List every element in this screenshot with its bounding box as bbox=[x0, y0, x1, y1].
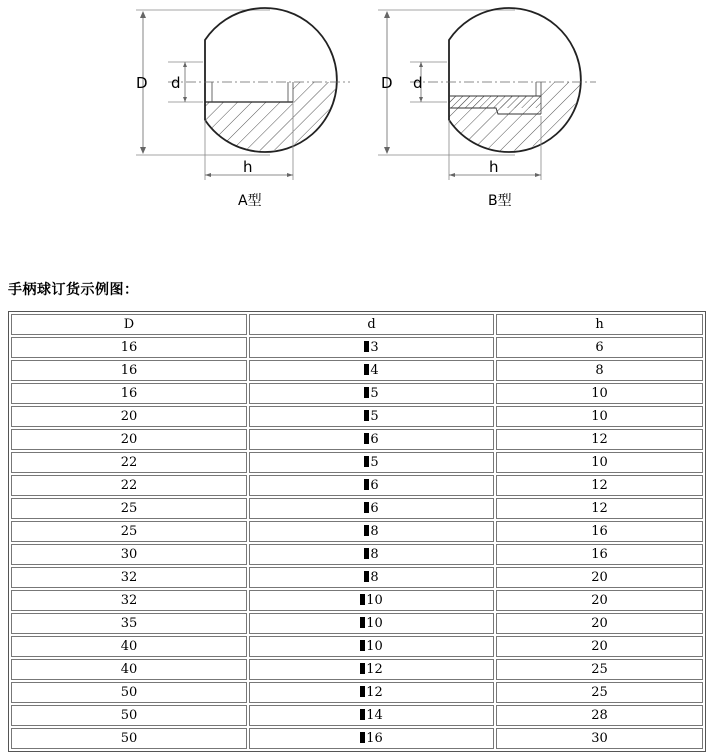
type-b-dim-D: D bbox=[381, 74, 393, 92]
table-header-row bbox=[11, 314, 703, 335]
unknown-glyph-mark bbox=[364, 502, 369, 513]
cell-d bbox=[249, 406, 494, 427]
cell-d bbox=[249, 383, 494, 404]
unknown-glyph-mark bbox=[360, 732, 365, 743]
table-row bbox=[11, 705, 703, 726]
cell-h: 16 bbox=[496, 544, 703, 565]
unknown-glyph-mark bbox=[364, 410, 369, 421]
cell-d-value: 12 bbox=[366, 662, 383, 677]
cell-d-value: 8 bbox=[370, 547, 379, 562]
cell-d-value: 4 bbox=[370, 363, 379, 378]
cell-d bbox=[249, 544, 494, 565]
cell-h: 28 bbox=[496, 705, 703, 726]
table-row bbox=[11, 728, 703, 749]
cell-D: 50 bbox=[11, 705, 247, 726]
cell-D: 50 bbox=[11, 682, 247, 703]
cell-D: 25 bbox=[11, 521, 247, 542]
cell-D: 50 bbox=[11, 728, 247, 749]
table-row bbox=[11, 544, 703, 565]
unknown-glyph-mark bbox=[360, 617, 365, 628]
cell-d-value: 12 bbox=[366, 685, 383, 700]
cell-d-value: 5 bbox=[370, 409, 379, 424]
cell-d-value: 8 bbox=[370, 524, 379, 539]
table-row bbox=[11, 475, 703, 496]
table-row bbox=[11, 590, 703, 611]
type-a-drawing bbox=[136, 8, 350, 209]
cell-h: 12 bbox=[496, 498, 703, 519]
cell-d bbox=[249, 475, 494, 496]
cell-d-value: 6 bbox=[370, 478, 379, 493]
cell-h: 20 bbox=[496, 590, 703, 611]
cell-d bbox=[249, 659, 494, 680]
type-a-dim-d: d bbox=[171, 74, 181, 92]
cell-d-value: 16 bbox=[366, 731, 383, 746]
type-b-dim-d: d bbox=[413, 74, 423, 92]
cell-D: 16 bbox=[11, 383, 247, 404]
unknown-glyph-mark bbox=[364, 341, 369, 352]
cell-d-value: 6 bbox=[370, 432, 379, 447]
cell-d bbox=[249, 705, 494, 726]
unknown-glyph-mark bbox=[360, 594, 365, 605]
cell-d bbox=[249, 498, 494, 519]
cell-d bbox=[249, 429, 494, 450]
unknown-glyph-mark bbox=[360, 709, 365, 720]
cell-D: 32 bbox=[11, 567, 247, 588]
table-row bbox=[11, 682, 703, 703]
cell-d bbox=[249, 590, 494, 611]
cell-d-value: 10 bbox=[366, 639, 383, 654]
cell-d-value: 3 bbox=[370, 340, 379, 355]
type-a-dim-h: h bbox=[243, 158, 253, 176]
unknown-glyph-mark bbox=[360, 640, 365, 651]
cell-h: 16 bbox=[496, 521, 703, 542]
cell-d bbox=[249, 613, 494, 634]
type-b-drawing bbox=[378, 8, 596, 209]
unknown-glyph-mark bbox=[364, 433, 369, 444]
column-header-d: d bbox=[249, 314, 494, 335]
cell-d bbox=[249, 452, 494, 473]
unknown-glyph-mark bbox=[364, 456, 369, 467]
cell-D: 16 bbox=[11, 337, 247, 358]
unknown-glyph-mark bbox=[360, 686, 365, 697]
column-header-h: h bbox=[496, 314, 703, 335]
ball-knob-diagram bbox=[0, 0, 709, 270]
table-row bbox=[11, 659, 703, 680]
cell-d bbox=[249, 682, 494, 703]
cell-d bbox=[249, 636, 494, 657]
unknown-glyph-mark bbox=[364, 571, 369, 582]
cell-h: 12 bbox=[496, 429, 703, 450]
unknown-glyph-mark bbox=[364, 387, 369, 398]
cell-h: 25 bbox=[496, 659, 703, 680]
cell-h: 20 bbox=[496, 636, 703, 657]
cell-d bbox=[249, 728, 494, 749]
cell-D: 20 bbox=[11, 406, 247, 427]
table-row bbox=[11, 613, 703, 634]
order-example-caption: 手柄球订货示例图： bbox=[8, 282, 139, 298]
cell-D: 40 bbox=[11, 636, 247, 657]
cell-d-value: 10 bbox=[366, 593, 383, 608]
table-row bbox=[11, 383, 703, 404]
table-row bbox=[11, 429, 703, 450]
cell-D: 22 bbox=[11, 475, 247, 496]
cell-D: 40 bbox=[11, 659, 247, 680]
cell-D: 25 bbox=[11, 498, 247, 519]
cell-h: 10 bbox=[496, 383, 703, 404]
unknown-glyph-mark bbox=[364, 548, 369, 559]
unknown-glyph-mark bbox=[364, 479, 369, 490]
cell-h: 12 bbox=[496, 475, 703, 496]
table-row bbox=[11, 452, 703, 473]
cell-D: 20 bbox=[11, 429, 247, 450]
cell-d-value: 14 bbox=[366, 708, 383, 723]
cell-h: 25 bbox=[496, 682, 703, 703]
cell-h: 8 bbox=[496, 360, 703, 381]
cell-d bbox=[249, 337, 494, 358]
type-a-dim-D: D bbox=[136, 74, 148, 92]
table-row bbox=[11, 567, 703, 588]
column-header-D: D bbox=[11, 314, 247, 335]
cell-h: 10 bbox=[496, 452, 703, 473]
cell-d-value: 6 bbox=[370, 501, 379, 516]
table-row bbox=[11, 498, 703, 519]
cell-d-value: 10 bbox=[366, 616, 383, 631]
unknown-glyph-mark bbox=[360, 663, 365, 674]
table-row bbox=[11, 521, 703, 542]
table-row bbox=[11, 636, 703, 657]
cell-D: 22 bbox=[11, 452, 247, 473]
cell-d bbox=[249, 567, 494, 588]
cell-D: 16 bbox=[11, 360, 247, 381]
type-a-label: A型 bbox=[238, 193, 262, 209]
unknown-glyph-mark bbox=[364, 525, 369, 536]
cell-d bbox=[249, 521, 494, 542]
cell-d bbox=[249, 360, 494, 381]
unknown-glyph-mark bbox=[364, 364, 369, 375]
table-body bbox=[11, 337, 703, 749]
cell-d-value: 5 bbox=[370, 455, 379, 470]
table-row bbox=[11, 406, 703, 427]
cell-h: 10 bbox=[496, 406, 703, 427]
cell-d-value: 8 bbox=[370, 570, 379, 585]
cell-h: 20 bbox=[496, 613, 703, 634]
cell-D: 35 bbox=[11, 613, 247, 634]
dimension-table bbox=[8, 311, 706, 752]
type-b-dim-h: h bbox=[489, 158, 499, 176]
type-b-label: B型 bbox=[488, 193, 512, 209]
cell-h: 30 bbox=[496, 728, 703, 749]
cell-D: 32 bbox=[11, 590, 247, 611]
cell-D: 30 bbox=[11, 544, 247, 565]
cell-h: 20 bbox=[496, 567, 703, 588]
cell-h: 6 bbox=[496, 337, 703, 358]
table-row bbox=[11, 360, 703, 381]
cell-d-value: 5 bbox=[370, 386, 379, 401]
table-row bbox=[11, 337, 703, 358]
